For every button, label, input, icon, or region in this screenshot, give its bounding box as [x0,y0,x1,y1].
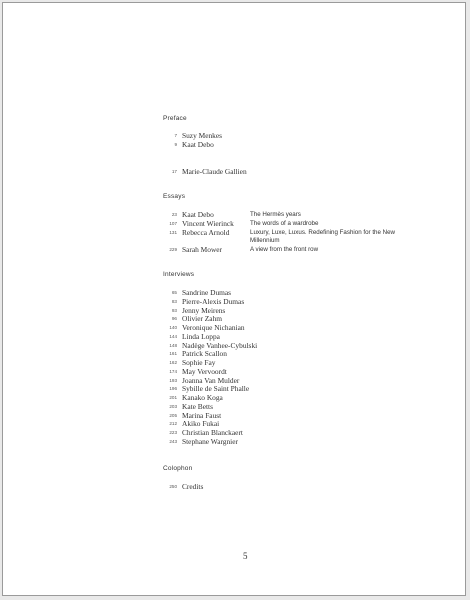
entry-name: Marie-Claude Gallien [182,167,247,176]
document-page [2,2,466,596]
entry-page-number: 205 [169,412,177,418]
entry-page-number: 9 [174,142,177,147]
toc-entry [163,288,423,297]
toc-entry [163,437,423,446]
toc-entry [163,219,423,228]
entry-page-number: 148 [169,342,177,348]
entry-page-number: 161 [169,351,177,357]
toc-entry [163,140,423,149]
page-number: 5 [243,551,248,561]
toc-entry [163,376,423,385]
entry-page-number: 196 [169,386,177,392]
toc-entry [163,358,423,367]
entry-page-number: 93 [171,307,177,313]
entry-page-number: 203 [169,403,177,409]
toc-entry [163,411,423,420]
entry-name: Patrick Scallon [182,349,227,359]
toc-entry [163,167,423,176]
toc-entry [163,306,423,315]
entry-page-number: 83 [171,298,177,304]
entry-name: Stephane Wargnier [182,436,238,446]
entry-name: Rebecca Arnold [182,228,230,237]
entry-page-number: 223 [169,430,177,435]
entry-title: The Hermès years [250,210,301,218]
entry-title: The words of a wardrobe [250,219,319,227]
toc-entry [163,314,423,323]
entry-page-number: 162 [169,360,177,365]
toc-entry [163,349,423,358]
entry-page-number: 229 [169,247,177,252]
entry-name: Sybille de Saint Phalle [182,384,250,394]
toc-entry [163,384,423,393]
entry-page-number: 65 [171,290,177,295]
entry-page-number: 201 [169,395,177,400]
entry-name: Kanako Koga [182,393,223,402]
entry-page-number: 144 [169,333,177,339]
entry-page-number: 107 [169,221,177,226]
entry-page-number: 96 [171,316,177,322]
entry-name: Olivier Zahm [182,314,223,324]
entry-name: Veronique Nichanian [182,323,245,332]
entry-name: Sophie Fay [182,358,216,367]
toc-entry [163,131,423,140]
toc-entry [163,428,423,437]
entry-name: Linda Loppa [182,331,220,341]
entry-page-number: 7 [174,133,177,138]
entry-name: Marina Faust [182,410,222,420]
toc-entry [163,367,423,376]
entry-name: Akiko Fukai [182,419,220,429]
entry-name: Kate Betts [182,401,213,411]
toc-entry [163,419,423,428]
entry-page-number: 250 [169,484,177,489]
toc-entry [163,482,423,491]
entry-title: A view from the front row [250,245,319,253]
toc-entry [163,332,423,341]
entry-name: Sandrine Dumas [182,288,232,297]
toc-entry [163,228,423,245]
section-heading-interviews: Interviews [163,271,195,278]
entry-name: Kaat Debo [182,210,214,219]
entry-page-number: 140 [169,325,177,330]
entry-name: Credits [182,482,204,491]
entry-page-number: 23 [171,212,177,217]
entry-name: May Vervoordt [182,366,227,376]
entry-name: Sarah Mower [182,245,223,254]
toc-entry [163,393,423,402]
toc-entry [163,245,423,254]
entry-name: Vincent Wierinck [182,219,234,228]
entry-name: Christian Blanckaert [182,428,243,437]
toc-entry [163,323,423,332]
entry-name: Kaat Debo [182,140,214,149]
section-heading-colophon: Colophon [163,465,193,472]
entry-name: Jenny Meirens [182,305,226,315]
entry-page-number: 17 [171,169,177,174]
toc-entry [163,297,423,306]
entry-name: Suzy Menkes [182,131,223,140]
section-heading-preface: Preface [163,115,187,122]
entry-page-number: 212 [169,421,177,427]
entry-name: Nadège Vanhee-Cybulski [182,340,258,350]
entry-page-number: 193 [169,377,177,383]
entry-title: Luxury, Luxe, Luxus. Redefining Fashion for the New Millennium [250,228,396,245]
toc-entry [163,210,423,219]
entry-name: Joanna Van Mulder [182,375,240,385]
entry-name: Pierre-Alexis Dumas [182,296,245,306]
entry-page-number: 174 [169,368,177,374]
toc-entry [163,341,423,350]
toc-entry [163,402,423,411]
section-heading-essays: Essays [163,193,186,200]
entry-page-number: 243 [169,438,177,444]
entry-page-number: 131 [169,230,177,235]
